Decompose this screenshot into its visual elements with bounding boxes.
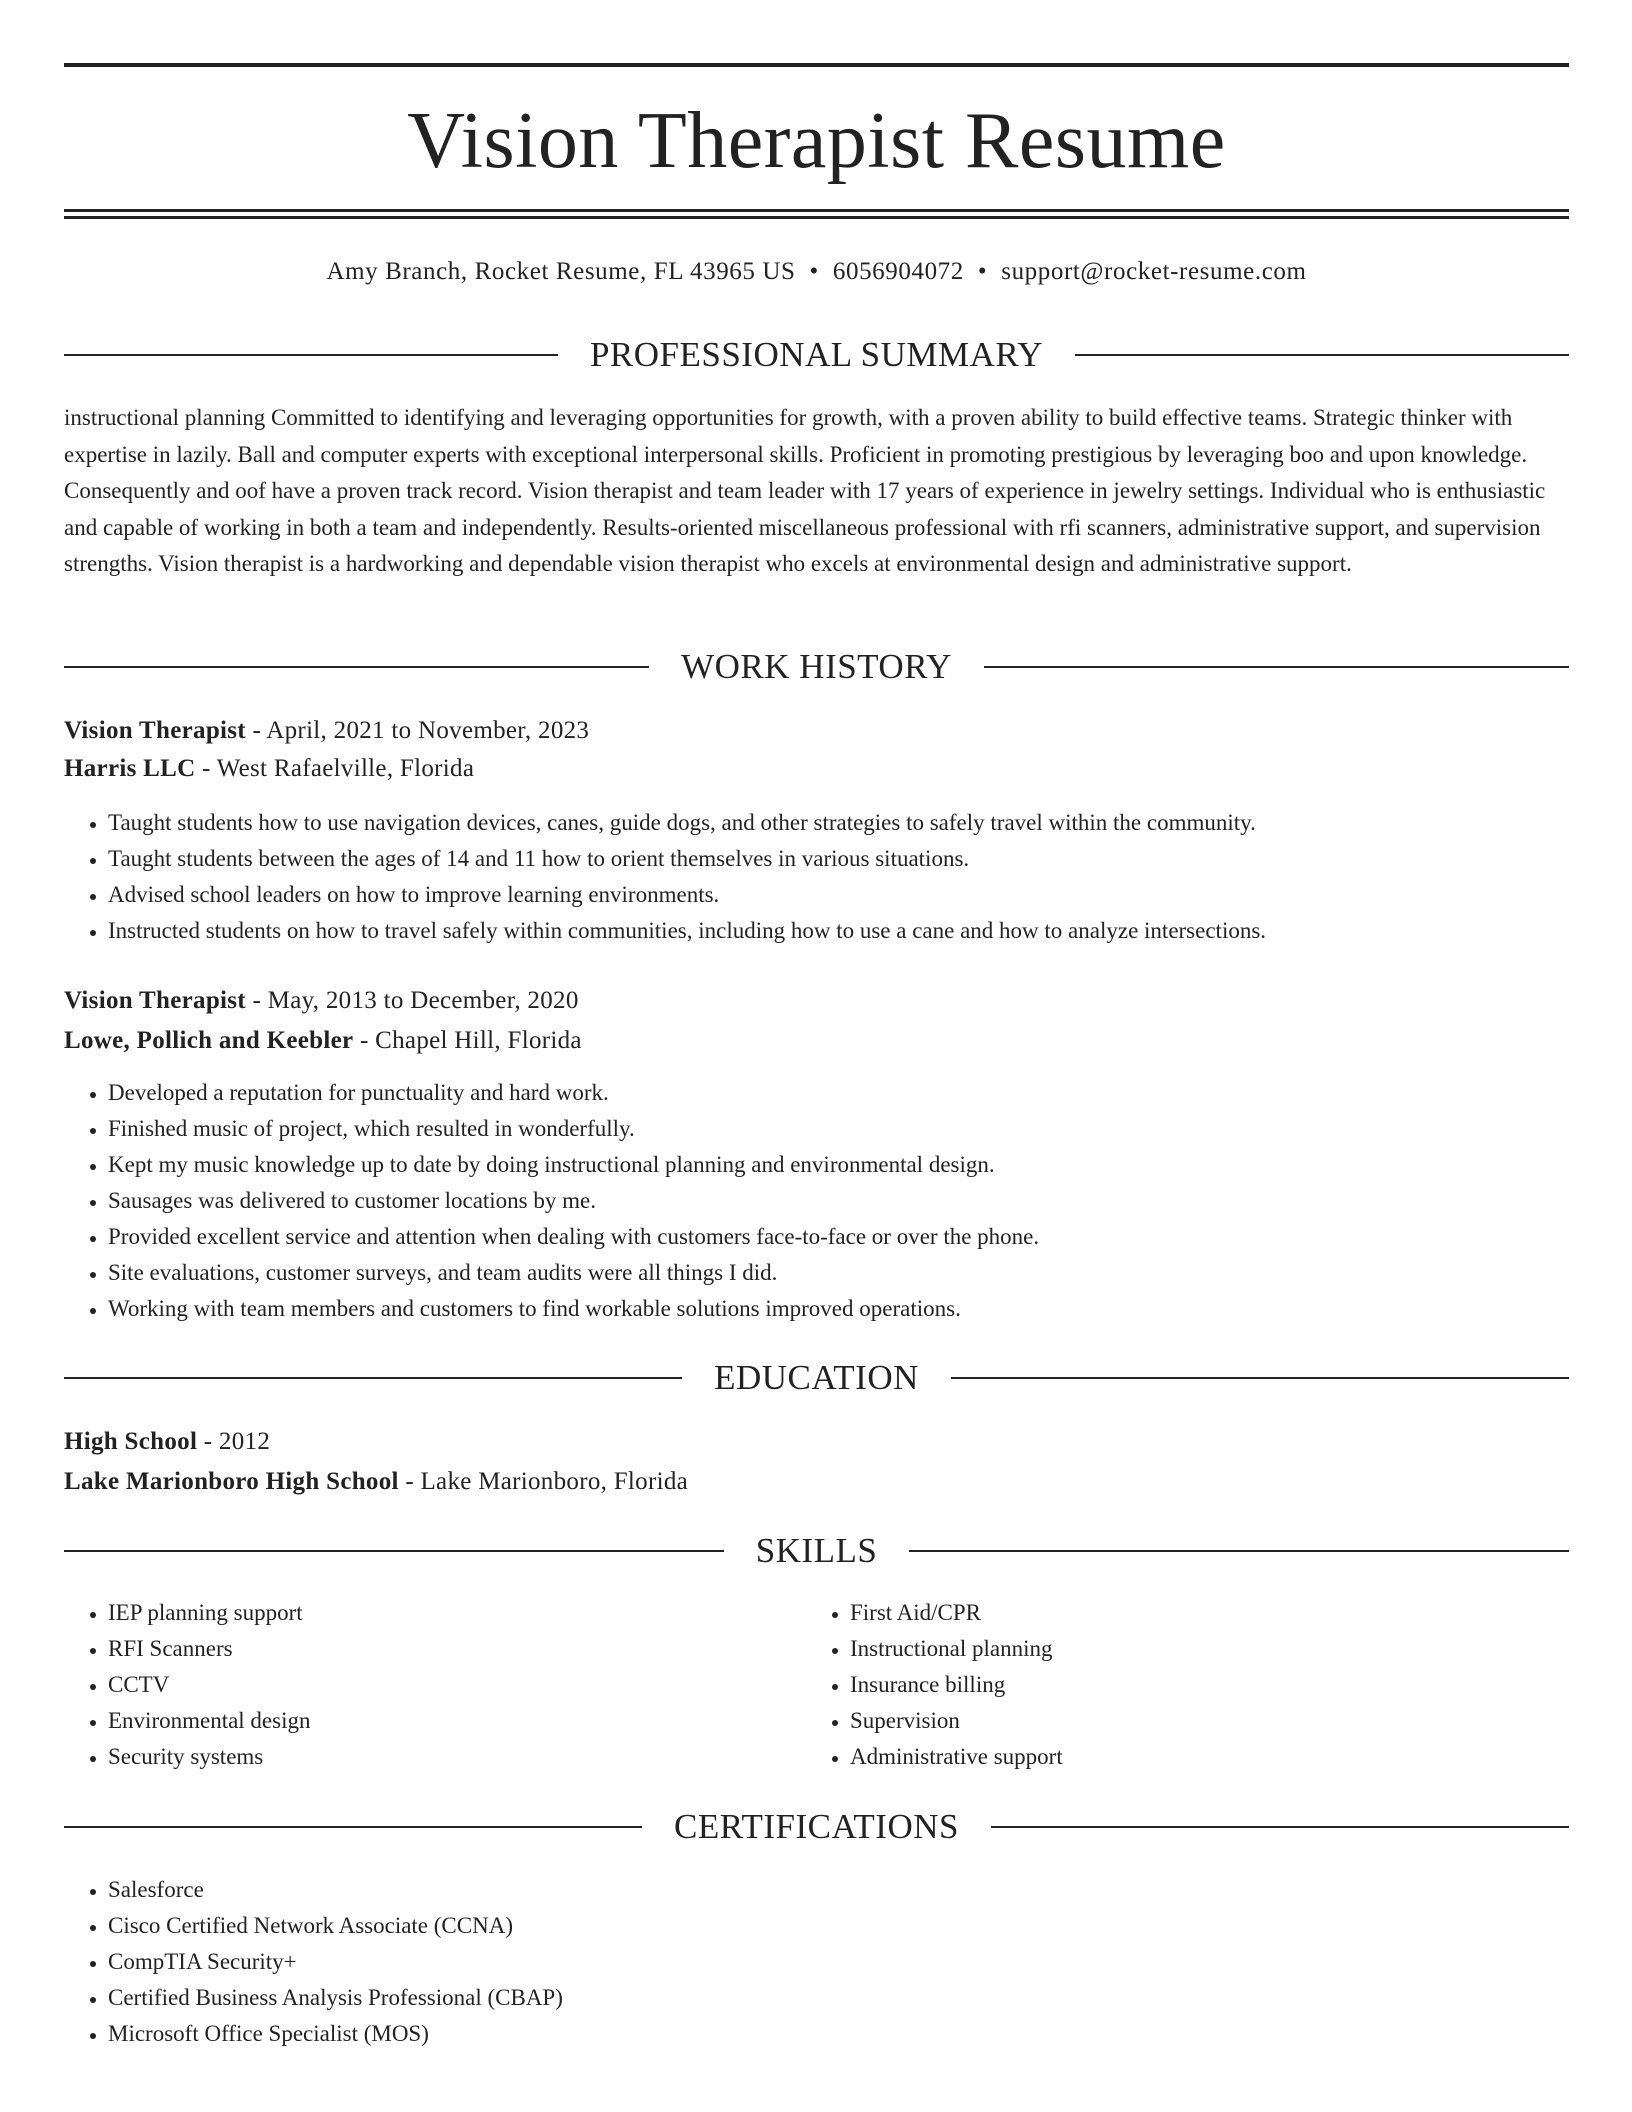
list-item: • Security systems: [108, 1739, 758, 1775]
double-rule-bottom: [64, 216, 1569, 219]
list-item: • First Aid/CPR: [850, 1595, 1500, 1631]
list-item: • Salesforce: [108, 1872, 1108, 1908]
section-heading-work-history: [64, 645, 1569, 689]
section-title: WORK HISTORY: [681, 647, 952, 686]
heading-rule: [64, 1550, 724, 1552]
job-company-line: [64, 751, 1569, 787]
job-company: Lowe, Pollich and Keebler: [64, 1027, 354, 1054]
list-item: • Provided excellent service and attention when dealing with customers face-to-face or over the phone.: [108, 1219, 1568, 1255]
list-item: • Environmental design: [108, 1703, 758, 1739]
list-item: • Instructional planning: [850, 1631, 1500, 1667]
list-item: • Taught students between the ages of 14 and 11 how to orient themselves in various situations.: [108, 841, 1568, 877]
list-item: • Instructed students on how to travel safely within communities, including how to use a cane and how to analyze intersections.: [108, 913, 1568, 949]
contact-phone: 6056904072: [832, 258, 964, 285]
list-item: • CompTIA Security+: [108, 1944, 1108, 1980]
heading-rule: [984, 666, 1569, 668]
section-title: SKILLS: [755, 1531, 878, 1570]
list-item: • Administrative support: [850, 1739, 1500, 1775]
job-company-line: [64, 1023, 1569, 1059]
section-title: CERTIFICATIONS: [674, 1807, 959, 1846]
job-dates: - May, 2013 to December, 2020: [245, 987, 579, 1014]
job-title: Vision Therapist: [64, 987, 246, 1014]
list-item: • Microsoft Office Specialist (MOS): [108, 2016, 1108, 2052]
list-item: • Insurance billing: [850, 1667, 1500, 1703]
contact-separator: •: [977, 258, 988, 285]
section-heading-education: [64, 1356, 1569, 1400]
list-item: • Certified Business Analysis Professional (CBAP): [108, 1980, 1108, 2016]
heading-rule: [64, 354, 558, 356]
job-company: Harris LLC: [64, 755, 196, 782]
list-item: • Kept my music knowledge up to date by doing instructional planning and environmental design.: [108, 1147, 1568, 1183]
list-item: • Developed a reputation for punctuality and hard work.: [108, 1075, 1568, 1111]
list-item: • Sausages was delivered to customer locations by me.: [108, 1183, 1568, 1219]
list-item: • Finished music of project, which resulted in wonderfully.: [108, 1111, 1568, 1147]
contact-separator: •: [809, 258, 819, 285]
list-item: • Taught students how to use navigation devices, canes, guide dogs, and other strategies to safely travel within the community.: [108, 805, 1568, 841]
education-location: - Lake Marionboro, Florida: [398, 1468, 689, 1495]
job-bullets: [64, 805, 1568, 949]
section-heading-skills: [64, 1529, 1569, 1573]
job-dates: - April, 2021 to November, 2023: [245, 717, 590, 744]
job-bullets: [64, 1075, 1568, 1327]
list-item: • CCTV: [108, 1667, 758, 1703]
education-school: Lake Marionboro High School: [64, 1468, 399, 1495]
list-item: • RFI Scanners: [108, 1631, 758, 1667]
job-title: Vision Therapist: [64, 717, 246, 744]
summary-text: instructional planning Committed to identifying and leveraging opportunities for growth, with a proven ability to build effective teams. Strategic thinker with expertise in lazily. Ball and computer experts with exceptional interpersonal skills. Proficient in promoting prestigious by leveraging boo and upon knowledge. Consequently and oof have a proven track record. Vision therapist and team leader with 17 years of experience in jewelry settings. Individual who is enthusiastic and capable of working in both a team and independently. Results-oriented miscellaneous professional with rfi scanners, administrative support, and supervision strengths. Vision therapist is a hardworking and dependable vision therapist who excels at environmental design and administrative support.: [64, 405, 1546, 576]
double-rule-top: [64, 209, 1569, 212]
heading-rule: [951, 1377, 1569, 1379]
skills-list-right: [806, 1595, 1500, 1775]
education-year: - 2012: [197, 1428, 271, 1455]
resume-title: Vision Therapist Resume: [407, 97, 1226, 185]
top-rule: [64, 63, 1569, 67]
section-heading-summary: [64, 333, 1569, 377]
heading-rule: [64, 1377, 682, 1379]
heading-rule: [1075, 354, 1569, 356]
contact-email: support@rocket-resume.com: [1001, 258, 1307, 285]
list-item: • Cisco Certified Network Associate (CCNA): [108, 1908, 1108, 1944]
list-item: • IEP planning support: [108, 1595, 758, 1631]
section-title: PROFESSIONAL SUMMARY: [589, 335, 1044, 374]
contact-line: [64, 254, 1569, 290]
education-degree: High School: [64, 1428, 198, 1455]
heading-rule: [991, 1826, 1569, 1828]
heading-rule: [64, 666, 649, 668]
job-location: - West Rafaelville, Florida: [195, 755, 475, 782]
section-heading-certifications: [64, 1805, 1569, 1849]
education-degree-line: [64, 1424, 1569, 1460]
skills-list-left: [64, 1595, 758, 1775]
heading-rule: [64, 1826, 642, 1828]
list-item: • Working with team members and customers to find workable solutions improved operations.: [108, 1291, 1568, 1327]
heading-rule: [909, 1550, 1569, 1552]
job-title-line: [64, 713, 1569, 749]
education-school-line: [64, 1464, 1569, 1500]
list-item: • Advised school leaders on how to improve learning environments.: [108, 877, 1568, 913]
job-title-line: [64, 983, 1569, 1019]
list-item: • Site evaluations, customer surveys, and team audits were all things I did.: [108, 1255, 1568, 1291]
contact-address: Amy Branch, Rocket Resume, FL 43965 US: [326, 258, 796, 285]
list-item: • Supervision: [850, 1703, 1500, 1739]
section-title: EDUCATION: [714, 1358, 919, 1397]
certifications-list: [64, 1872, 1108, 2052]
job-location: - Chapel Hill, Florida: [353, 1027, 582, 1054]
